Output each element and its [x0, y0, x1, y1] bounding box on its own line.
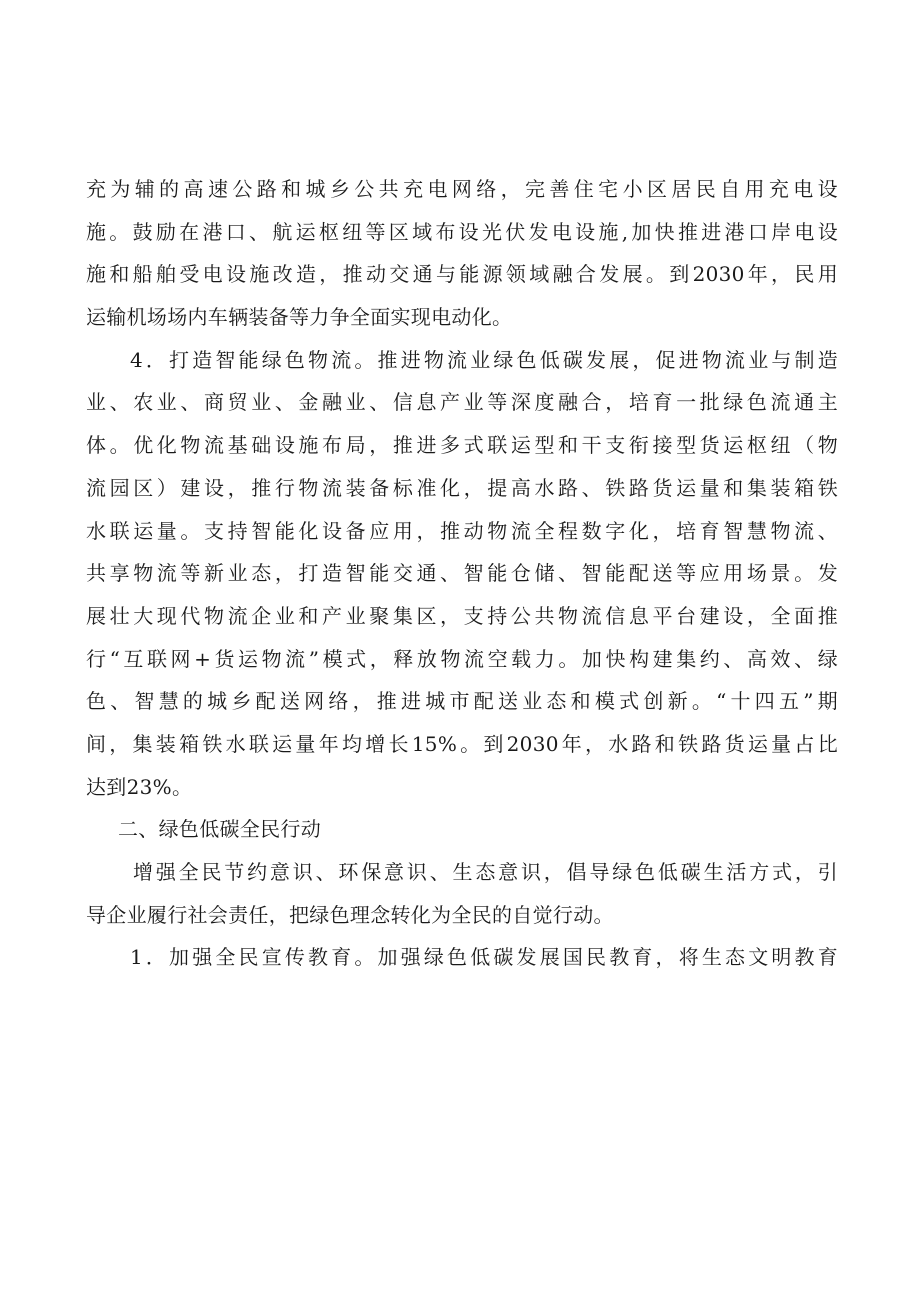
- text-line: 导企业履行社会责任，把绿色理念转化为全民的自觉行动。: [86, 902, 614, 927]
- text-line: 增强全民节约意识、环保意识、生态意识，倡导绿色低碳生活方式，引: [133, 860, 838, 884]
- paragraph-smart-green-logistics: [86, 339, 838, 809]
- text-line: 行“互联网+货运物流”模式，释放物流空载力。加快构建集约、高效、绿: [86, 646, 838, 671]
- section-heading: [86, 808, 838, 851]
- text-line: 水联运量。支持智能化设备应用，推动物流全程数字化，培育智慧物流、: [86, 518, 838, 543]
- text-line: 充为辅的高速公路和城乡公共充电网络，完善住宅小区居民自用充电设: [86, 177, 838, 201]
- paragraph-section-intro: [86, 851, 838, 936]
- paragraph-public-education: [86, 936, 838, 979]
- text-line: 1．加强全民宣传教育。加强绿色低碳发展国民教育，将生态文明教育: [130, 945, 838, 970]
- section-heading-text: 二、绿色低碳全民行动: [118, 817, 321, 842]
- text-line: 业、农业、商贸业、金融业、信息产业等深度融合，培育一批绿色流通主: [86, 390, 838, 415]
- text-line: 4．打造智能绿色物流。推进物流业绿色低碳发展，促进物流业与制造: [130, 347, 838, 372]
- text-line: 施。鼓励在港口、航运枢纽等区域布设光伏发电设施,加快推进港口岸电设: [86, 219, 838, 244]
- text-line: 施和船舶受电设施改造，推动交通与能源领域融合发展。到2030年，民用: [86, 262, 838, 287]
- text-line: 运输机场场内车辆装备等力争全面实现电动化。: [86, 305, 513, 330]
- text-line: 色、智慧的城乡配送网络，推进城市配送业态和模式创新。“十四五”期: [86, 689, 838, 714]
- text-line: 达到23%。: [86, 774, 193, 799]
- document-body: [86, 168, 838, 979]
- paragraph-charging-facilities: [86, 168, 838, 339]
- text-line: 共享物流等新业态，打造智能交通、智能仓储、智能配送等应用场景。发: [86, 561, 838, 586]
- text-line: 间，集装箱铁水联运量年均增长15%。到2030年，水路和铁路货运量占比: [86, 731, 838, 756]
- text-line: 流园区）建设，推行物流装备标准化，提高水路、铁路货运量和集装箱铁: [86, 475, 838, 500]
- text-line: 展壮大现代物流企业和产业聚集区，支持公共物流信息平台建设，全面推: [86, 603, 838, 628]
- text-line: 体。优化物流基础设施布局，推进多式联运型和干支衔接型货运枢纽（物: [86, 433, 838, 458]
